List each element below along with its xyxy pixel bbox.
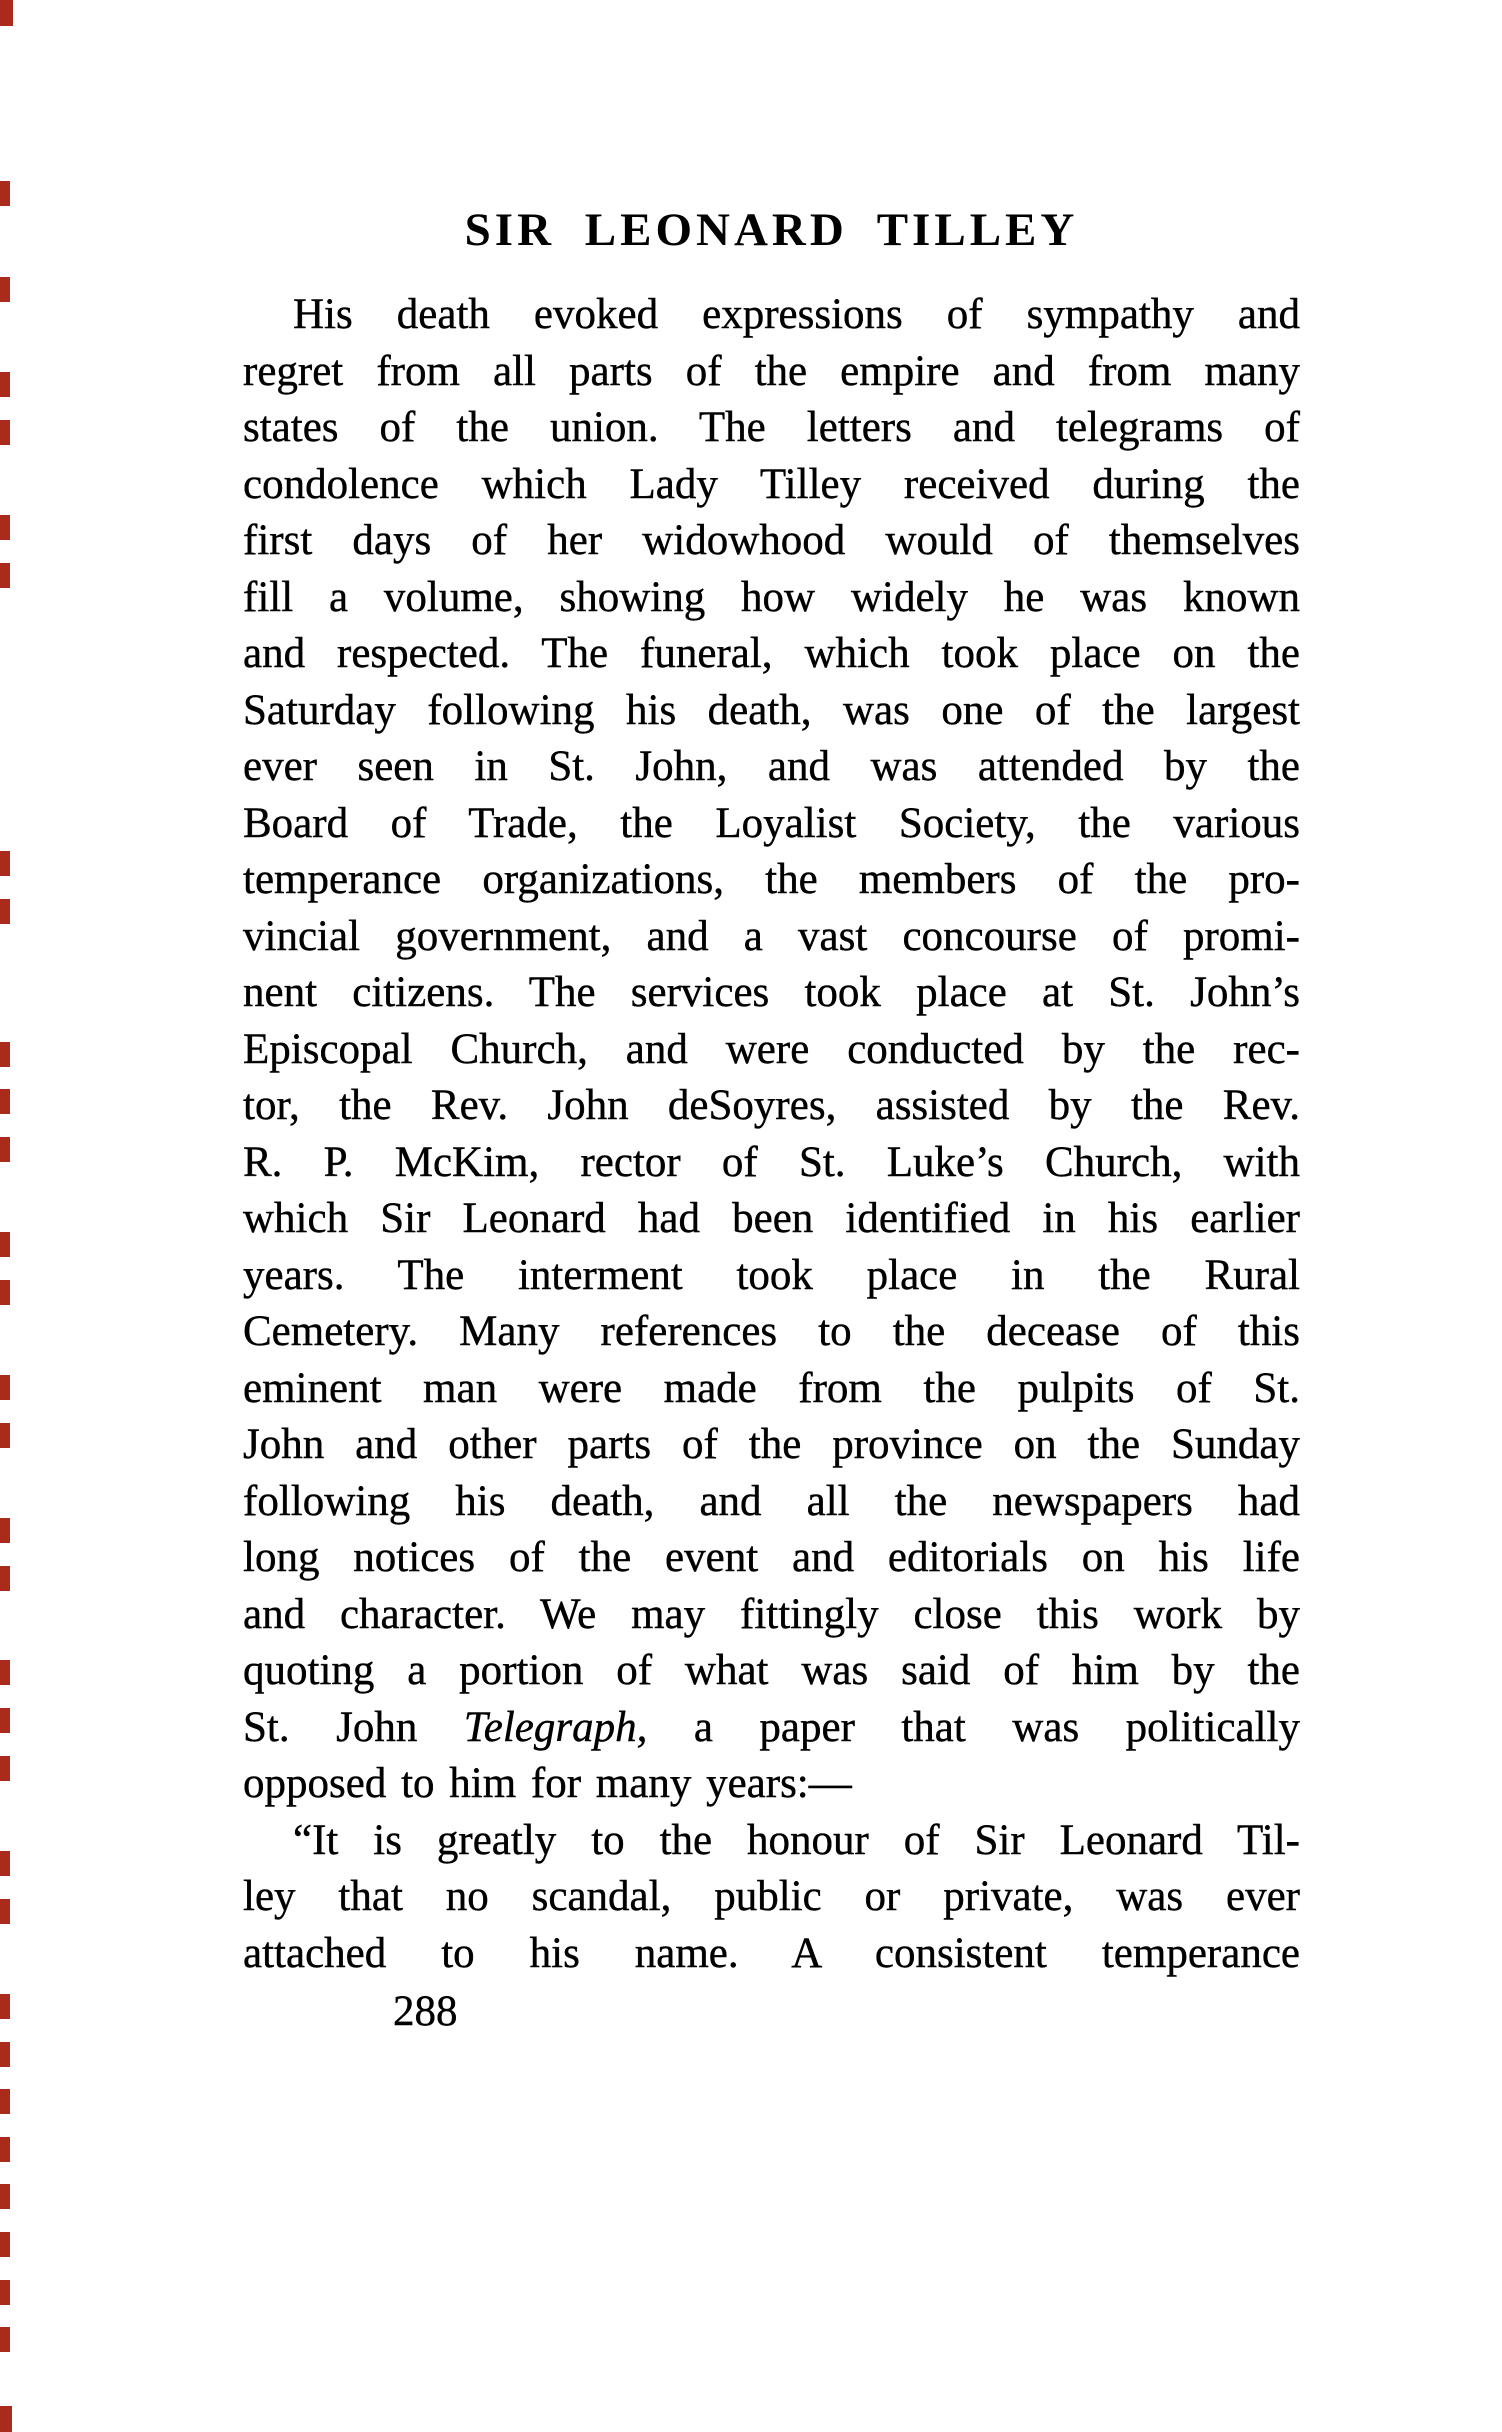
body-text [243,287,1300,1982]
scan-edge-mark [0,1899,10,1924]
scan-edge-marks [0,0,20,2432]
scan-edge-mark [0,851,10,876]
text-segment: and respected. The funeral, which took place on the [243,630,1300,677]
scan-edge-mark [0,0,13,26]
text-line [243,626,1300,683]
text-segment: condolence which Lady Tilley received during the [243,460,1300,508]
text-segment: attached to his name. A consistent temperance [243,1929,1300,1977]
text-line [243,1474,1300,1531]
scan-edge-mark [0,2184,10,2209]
scan-edge-mark [0,1280,10,1305]
text-segment: which Sir Leonard had been identified in his earlier [243,1195,1300,1242]
text-segment: following his death, and all the newspapers had [243,1477,1300,1525]
scan-edge-mark [0,2327,10,2352]
scan-edge-mark [0,2232,10,2257]
text-segment: vincial government, and a vast concourse of promi- [243,912,1300,960]
italic-text: Telegraph, [463,1703,648,1751]
text-line [243,1643,1300,1700]
text-segment: R. P. McKim, rector of St. Luke’s Church, with [243,1138,1300,1186]
text-segment: St. John [243,1703,464,1751]
text-line [243,1926,1300,1983]
scan-edge-mark [0,277,10,302]
text-segment: long notices of the event and editorials on his life [243,1534,1300,1581]
text-line [243,1078,1300,1135]
text-segment: states of the union. The letters and telegrams of [243,404,1300,451]
scan-edge-mark [0,1851,10,1876]
text-line [243,1869,1300,1926]
text-line [243,570,1300,627]
scan-edge-mark [0,420,10,445]
text-segment: tor, the Rev. John deSoyres, assisted by the Rev. [243,1082,1300,1129]
text-segment: quoting a portion of what was said of him by the [243,1647,1300,1694]
page-number: 288 [393,1988,458,2035]
scan-edge-mark [0,1137,10,1162]
text-line [243,1700,1300,1757]
scan-edge-mark [0,2042,10,2067]
scan-edge-mark [0,899,10,924]
text-segment: ley that no scandal, public or private, was ever [243,1873,1300,1920]
scan-edge-mark [0,515,10,540]
text-line [243,344,1300,401]
scan-edge-mark [0,2089,10,2114]
scan-edge-mark [0,181,10,206]
text-segment: opposed to him for many years:— [243,1760,852,1807]
text-segment: ever seen in St. John, and was attended by the [243,743,1300,790]
scan-edge-mark [0,563,10,588]
text-line [243,909,1300,966]
text-line [243,1756,1300,1813]
text-line [243,1191,1300,1248]
text-line [243,796,1300,853]
scan-edge-mark [0,1423,10,1448]
scan-edge-mark [0,1708,10,1733]
text-line [243,1022,1300,1079]
text-segment: “It is greatly to the honour of Sir Leonard Til- [293,1816,1300,1864]
text-line [243,1530,1300,1587]
text-segment: fill a volume, showing how widely he was known [243,573,1300,621]
text-segment: temperance organizations, the members of the pro- [243,856,1300,903]
text-line [243,1587,1300,1644]
text-segment: a paper that was politically [647,1703,1300,1751]
text-segment: and character. We may fittingly close this work by [243,1590,1300,1638]
text-segment: John and other parts of the province on the Sunday [243,1421,1300,1468]
scan-edge-mark [0,1375,10,1400]
text-line [243,852,1300,909]
text-segment: Board of Trade, the Loyalist Society, the various [243,799,1300,847]
text-segment: eminent man were made from the pulpits of St. [243,1364,1300,1412]
text-line [243,683,1300,740]
scan-edge-mark [0,2137,10,2162]
scan-edge-mark [0,1994,10,2019]
text-line [243,287,1300,344]
scan-edge-mark [0,1089,10,1114]
text-line [243,1135,1300,1192]
scan-edge-mark [0,372,10,397]
text-line [243,1361,1300,1418]
text-segment: His death evoked expressions of sympathy and [293,291,1300,338]
scan-edge-mark [0,2280,10,2305]
scan-edge-mark [0,1232,10,1257]
text-segment: nent citizens. The services took place at St. John’s [243,969,1300,1016]
text-segment: years. The interment took place in the Rural [243,1251,1300,1299]
text-line [243,965,1300,1022]
text-segment: Episcopal Church, and were conducted by the rec- [243,1025,1300,1073]
text-segment: Saturday following his death, was one of the largest [243,686,1300,734]
text-line [243,1813,1300,1870]
scan-edge-mark [0,1660,10,1685]
text-line [243,513,1300,570]
scan-edge-mark [0,2406,12,2432]
scan-edge-mark [0,1756,10,1781]
text-segment: regret from all parts of the empire and from many [243,347,1300,395]
text-line [243,457,1300,514]
text-segment: Cemetery. Many references to the decease of this [243,1308,1300,1355]
text-line [243,1248,1300,1305]
text-line [243,1417,1300,1474]
page-title: SIR LEONARD TILLEY [464,204,1079,256]
scan-edge-mark [0,1566,10,1591]
text-line [243,739,1300,796]
scan-edge-mark [0,1042,10,1067]
scan-edge-mark [0,1518,10,1543]
text-line [243,1304,1300,1361]
text-line [243,400,1300,457]
text-segment: first days of her widowhood would of themselves [243,517,1300,564]
